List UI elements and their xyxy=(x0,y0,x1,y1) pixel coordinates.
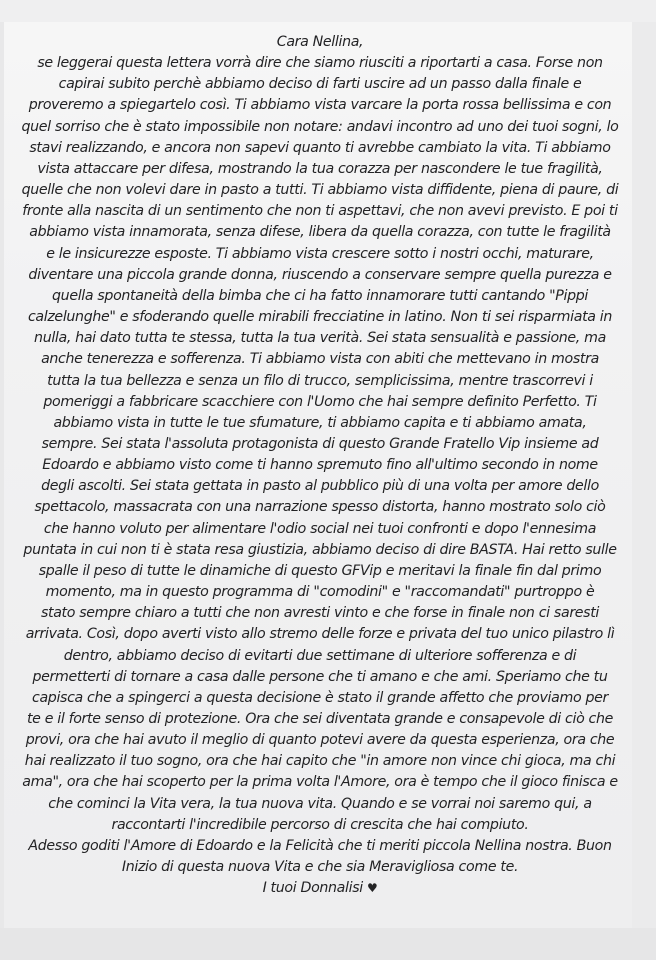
letter-line: capirai subito perchè abbiamo deciso di farti uscire ad un passo dalla finale e xyxy=(58,76,582,93)
letter-line: pomeriggi a fabbricare scacchiere con l'Uomo che hai sempre definito Perfetto. Ti xyxy=(43,393,597,410)
letter-line: che cominci la Vita vera, la tua nuova vita. Quando e se vorrai noi saremo qui, a xyxy=(48,795,592,812)
letter-line: capisca che a spingerci a questa decisione è stato il grande affetto che proviamo per xyxy=(32,689,608,706)
letter-line: che hanno voluto per alimentare l'odio social nei tuoi confronti e dopo l'ennesima xyxy=(43,520,597,537)
top-background-band xyxy=(0,0,656,22)
letter-line: puntata in cui non ti è stata resa giustizia, abbiamo deciso di dire BASTA. Hai retto sulle xyxy=(23,541,617,558)
bottom-background-band xyxy=(0,928,656,960)
letter-body xyxy=(8,32,632,899)
letter-line: Inizio di questa nuova Vita e che sia Meravigliosa come te. xyxy=(121,859,519,876)
letter-line: te e il forte senso di protezione. Ora che sei diventata grande e consapevole di ciò che xyxy=(26,711,614,727)
letter-line: nulla, hai dato tutta te stessa, tutta la tua verità. Sei stata sensualità e passione, ma xyxy=(34,330,606,347)
letter-line: anche tenerezza e sofferenza. Ti abbiamo vista con abiti che mettevano in mostra xyxy=(41,351,599,368)
letter-line: raccontarti l'incredibile percorso di crescita che hai compiuto. xyxy=(111,816,529,833)
letter-line: quella spontaneità della bimba che ci ha fatto innamorare tutti cantando "Pippi xyxy=(52,287,588,304)
letter-line: fronte alla nascita di un sentimento che non ti aspettavi, che non avevi previsto. E poi ti xyxy=(22,203,618,220)
letter-line: se leggerai questa lettera vorrà dire che siamo riusciti a riportarti a casa. Forse non xyxy=(37,55,603,72)
letter-line: Adesso goditi l'Amore di Edoardo e la Felicità che ti meriti piccola Nellina nostra. Buon xyxy=(28,837,612,854)
letter-line: abbiamo vista innamorata, senza difese, libera da quella corazza, con tutte le fragilità xyxy=(29,224,611,241)
letter-line: e le insicurezze esposte. Ti abbiamo vista crescere sotto i nostri occhi, maturare, xyxy=(46,245,594,262)
letter-signature-line xyxy=(8,878,632,899)
letter-line: sempre. Sei stata l'assoluta protagonista di questo Grande Fratello Vip insieme ad xyxy=(41,435,599,452)
letter-line: tutta la tua bellezza e senza un filo di trucco, semplicissima, mentre trascorrevi i xyxy=(47,372,593,389)
letter-line: arrivata. Così, dopo averti visto allo stremo delle forze e privata del tuo unico pilastro lì xyxy=(25,626,615,643)
letter-line: quelle che non volevi dare in pasto a tutti. Ti abbiamo vista diffidente, piena di paure, di xyxy=(21,182,619,199)
letter-line: calzelunghe" e sfoderando quelle mirabili frecciatine in latino. Non ti sei risparmiata in xyxy=(27,309,613,326)
letter-line: proveremo a spiegartelo così. Ti abbiamo vista varcare la porta rossa bellissima e con xyxy=(28,97,612,114)
letter-line: hai realizzato il tuo sogno, ora che hai capito che "in amore non vince chi gioca, ma chi xyxy=(24,753,616,770)
letter-line: momento, ma in questo programma di "comodini" e "raccomandati" purtroppo è xyxy=(45,584,595,601)
letter-line: provi, ora che hai avuto il meglio di quanto potevi avere da questa esperienza, ora che xyxy=(25,732,615,749)
letter-line: ama", ora che hai scoperto per la prima volta l'Amore, ora è tempo che il gioco finisca e xyxy=(22,774,618,791)
heart-icon: ♥ xyxy=(367,881,378,896)
right-background-band xyxy=(632,22,656,960)
letter-salutation: Cara Nellina, xyxy=(276,34,364,50)
letter-line: dentro, abbiamo deciso di evitarti due settimane di ulteriore sofferenza e di xyxy=(63,647,577,664)
letter-line: stavi realizzando, e ancora non sapevi quanto ti avrebbe cambiato la vita. Ti abbiamo xyxy=(29,139,611,156)
letter-line: stato sempre chiaro a tutti che non avresti vinto e che forse in finale non ci saresti xyxy=(40,605,600,622)
letter-line: vista attaccare per difesa, mostrando la tua corazza per nascondere le tue fragilità, xyxy=(37,160,603,177)
letter-line: Edoardo e abbiamo visto come ti hanno spremuto fino all'ultimo secondo in nome xyxy=(42,457,598,474)
letter-line: spalle il peso di tutte le dinamiche di questo GFVip e meritavi la finale fin dal primo xyxy=(38,562,602,579)
letter-line: abbiamo vista in tutte le tue sfumature, ti abbiamo capita e ti abbiamo amata, xyxy=(53,414,587,431)
letter-line: spettacolo, massacrata con una narrazione spesso distorta, hanno mostrato solo ciò xyxy=(34,499,606,516)
letter-line: diventare una piccola grande donna, riuscendo a conservare sempre quella purezza e xyxy=(28,266,612,283)
letter-line: permetterti di tornare a casa dalle persone che ti amano e che ami. Speriamo che tu xyxy=(32,668,608,685)
letter-signature: I tuoi Donnalisi xyxy=(262,880,363,897)
letter-line: degli ascolti. Sei stata gettata in pasto al pubblico più di una volta per amore dello xyxy=(41,478,599,495)
letter-line: quel sorriso che è stato impossibile non notare: andavi incontro ad uno dei tuoi sogni, lo xyxy=(21,118,619,135)
